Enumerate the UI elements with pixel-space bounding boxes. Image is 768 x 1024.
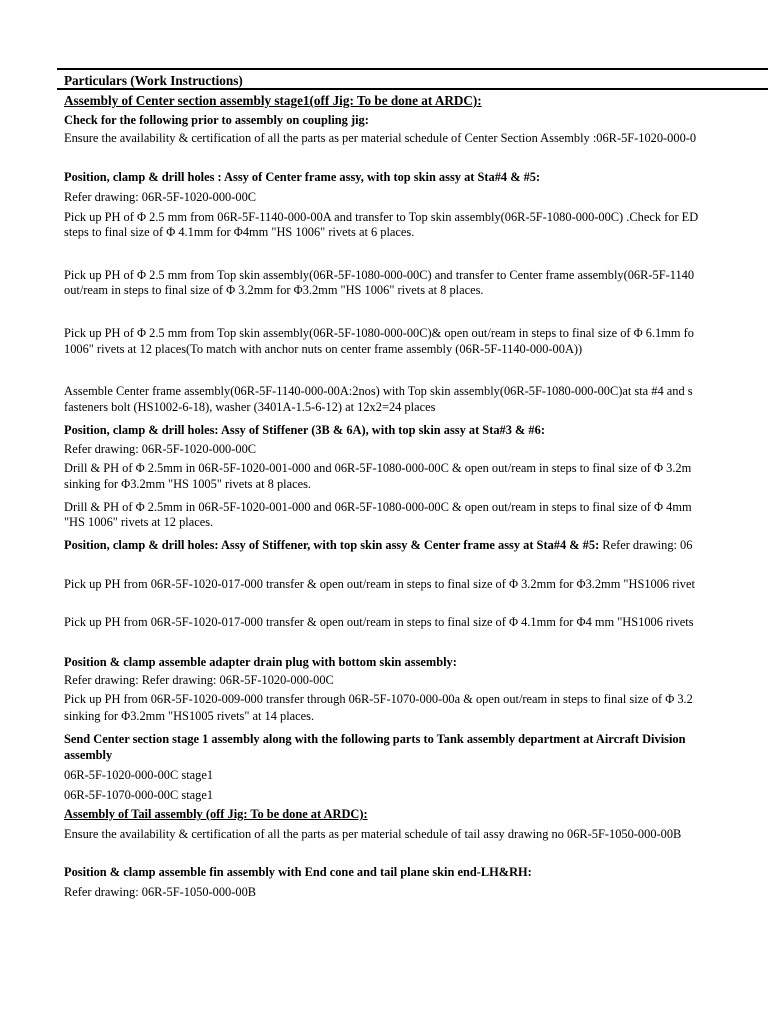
instruction-line: Ensure the availability & certification of all the parts as per material schedule of tail assy drawing no 06R-5F-1050-000-00B [64,827,682,841]
instruction-line: 1006" rivets at 12 places(To match with anchor nuts on center frame assembly (06R-5F-1140-000-00A)) [64,342,583,356]
instruction-line: fasteners bolt (HS1002-6-18), washer (3401A-1.5-6-12) at 12x2=24 places [64,400,436,414]
reference-text: Refer drawing: 06 [599,538,693,552]
instruction-line: Assemble Center frame assembly(06R-5F-1140-000-00A:2nos) with Top skin assembly(06R-5F-1080-000-00C)at sta #4 and s [64,384,693,398]
column-header: Particulars (Work Instructions) [64,73,243,88]
header-border [57,88,768,90]
subheading: Send Center section stage 1 assembly along with the following parts to Tank assembly department at Aircraft Division [64,732,686,746]
instruction-line: Pick up PH of Φ 2.5 mm from Top skin assembly(06R-5F-1080-000-00C) and transfer to Center frame assembly(06R-5F-1140 [64,268,695,282]
subheading: Check for the following prior to assembly on coupling jig: [64,113,369,127]
subheading: Position & clamp assemble adapter drain plug with bottom skin assembly: [64,655,457,669]
subheading: Position, clamp & drill holes: Assy of Stiffener (3B & 6A), with top skin assy at Sta#3 & #6: [64,423,545,437]
instruction-line: Refer drawing: 06R-5F-1050-000-00B [64,885,257,899]
instruction-line: Pick up PH of Φ 2.5 mm from Top skin assembly(06R-5F-1080-000-00C)& open out/ream in steps to final size of Φ 6.1mm fo [64,326,694,340]
instruction-line: Pick up PH from 06R-5F-1020-017-000 transfer & open out/ream in steps to final size of Φ 3.2mm for Φ3.2mm "HS1006 rivet [64,577,695,591]
part-number: 06R-5F-1070-000-00C stage1 [64,788,214,802]
instruction-line: Refer drawing: 06R-5F-1020-000-00C [64,442,257,456]
subheading: Position, clamp & drill holes : Assy of Center frame assy, with top skin assy at Sta#4 & #5: [64,170,541,184]
instruction-line: Pick up PH of Φ 2.5 mm from 06R-5F-1140-000-00A and transfer to Top skin assembly(06R-5F-1080-000-00C) .Check for ED [64,210,699,224]
subheading: Position, clamp & drill holes: Assy of Stiffener, with top skin assy & Center frame assy at Sta#4 & #5: [64,538,600,552]
instruction-line: Pick up PH from 06R-5F-1020-017-000 transfer & open out/ream in steps to final size of Φ 4.1mm for Φ4 mm "HS1006 rivets [64,615,694,629]
instruction-line: Drill & PH of Φ 2.5mm in 06R-5F-1020-001-000 and 06R-5F-1080-000-00C & open out/ream in steps to final size of Φ 3.2m [64,461,692,475]
instruction-line: sinking for Φ3.2mm "HS1005 rivets" at 14 places. [64,709,315,723]
instruction-line: sinking for Φ3.2mm "HS 1005" rivets at 8 places. [64,477,311,491]
instruction-line: out/ream in steps to final size of Φ 3.2mm for Φ3.2mm "HS 1006" rivets at 8 places. [64,283,484,297]
instruction-line: Refer drawing: Refer drawing: 06R-5F-1020-000-00C [64,673,334,687]
section-heading: Assembly of Tail assembly (off Jig: To be done at ARDC): [64,807,368,821]
subheading: Position & clamp assemble fin assembly with End cone and tail plane skin end-LH&RH: [64,865,532,879]
part-number: 06R-5F-1020-000-00C stage1 [64,768,214,782]
instruction-line: Ensure the availability & certification of all the parts as per material schedule of Center Section Assembly :06R-5F-1020-000-0 [64,131,697,145]
section-heading: Assembly of Center section assembly stage1(off Jig: To be done at ARDC): [64,93,482,108]
top-border [57,68,768,70]
subheading-with-reference [64,538,692,553]
instruction-line: Pick up PH from 06R-5F-1020-009-000 transfer through 06R-5F-1070-000-00a & open out/ream in steps to final size of Φ 3.2 [64,692,693,706]
instruction-line: Drill & PH of Φ 2.5mm in 06R-5F-1020-001-000 and 06R-5F-1080-000-00C & open out/ream in steps to final size of Φ 4mm [64,500,692,514]
subheading: assembly [64,748,113,762]
instruction-line: steps to final size of Φ 4.1mm for Φ4mm "HS 1006" rivets at 6 places. [64,225,415,239]
instruction-line: "HS 1006" rivets at 12 places. [64,515,214,529]
instruction-line: Refer drawing: 06R-5F-1020-000-00C [64,190,257,204]
